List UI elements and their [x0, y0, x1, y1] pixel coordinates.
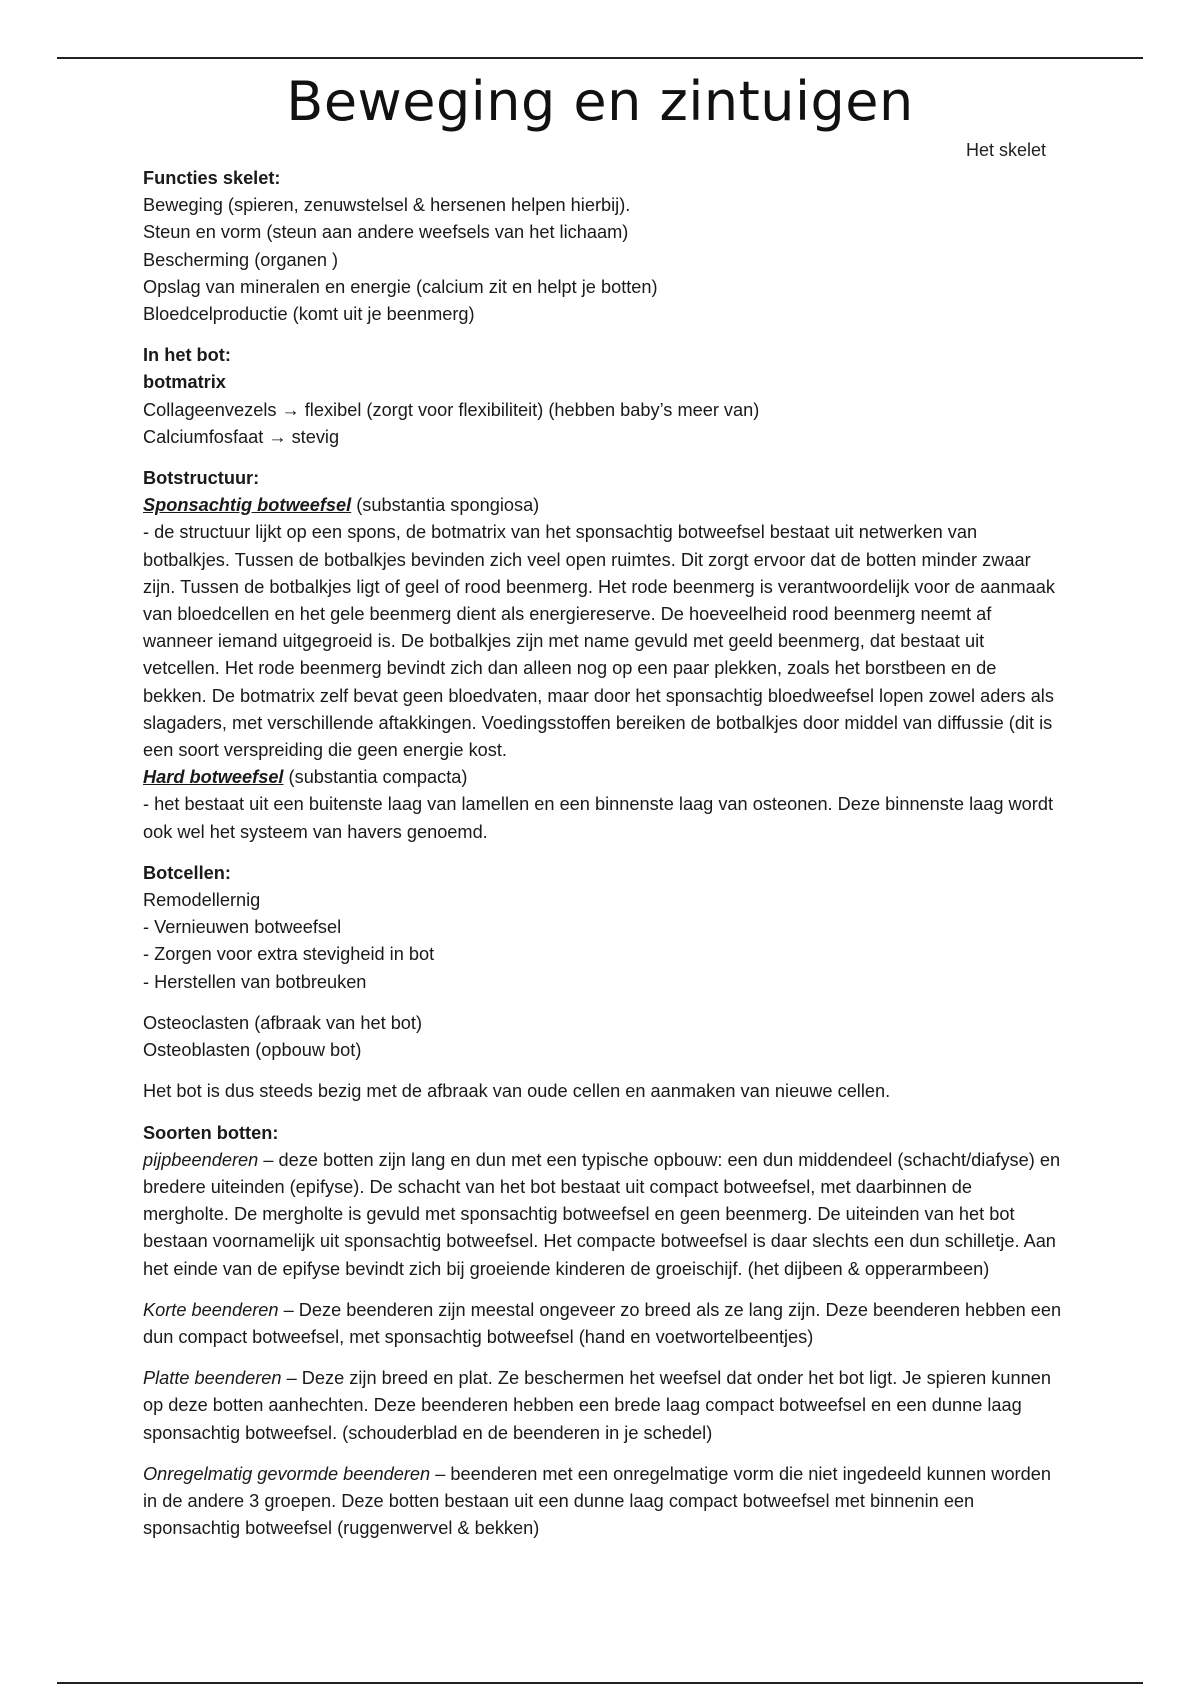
type-term: Platte beenderen — [143, 1368, 282, 1389]
soorten-section — [143, 1120, 1063, 1283]
onregelmatig-paragraph — [143, 1461, 1063, 1543]
type-term: pijpbeenderen — [143, 1149, 259, 1170]
bot-section — [143, 342, 1063, 451]
list-item: Calciumfosfaat → stevig — [143, 426, 340, 447]
functies-section — [143, 165, 1063, 328]
cells-section — [143, 1010, 1063, 1064]
spons-title-line — [143, 492, 1063, 519]
onregelmatig-section — [143, 1461, 1063, 1543]
list-item: - Zorgen voor extra stevigheid in bot — [143, 944, 435, 965]
list-item: - Herstellen van botbreuken — [143, 971, 367, 992]
functies-heading: Functies skelet: — [143, 168, 281, 188]
list-item: Beweging (spieren, zenuwstelsel & hersenen helpen hierbij). — [143, 195, 631, 216]
spons-suffix: (substantia spongiosa) — [351, 495, 540, 516]
spons-paragraph: - de structuur lijkt op een spons, de botmatrix van het sponsachtig botweefsel bestaat uit netwerken van botbalkjes. Tussen de botbalkjes bevinden zich veel open ruimtes. Dit zorgt ervoor dat de botten minder zwaar zijn. Tussen de botbalkjes ligt of geel of rood beenmerg. Het rode beenmerg is verantwoordelijk voor de aanmaak van bloedcellen en het gele beenmerg dient als energiereserve. De hoeveelheid rood beenmerg neemt af wanneer iemand uitgegroeid is. De botbalkjes zijn met name gevuld met geeld beenmerg, dat bestaat uit vetcellen. Het rode beenmerg bevindt zich dan alleen nog op een paar plekken, zoals het borstbeen en de bekken. De botmatrix zelf bevat geen bloedvaten, maar door het sponsachtig bloedweefsel lopen zowel aders als slagaders, met verschillende aftakkingen. Voedingsstoffen bereiken de botbalkjes door middel van diffussie (dit is een soort verspreiding die geen energie kost. — [143, 522, 1055, 761]
list-item: Opslag van mineralen en energie (calcium zit en helpt je botten) — [143, 276, 658, 297]
list-item: Osteoblasten (opbouw bot) — [143, 1040, 362, 1061]
platte-section — [143, 1365, 1063, 1447]
korte-paragraph — [143, 1297, 1063, 1351]
list-item: Remodellernig — [143, 890, 261, 911]
bottom-rule — [57, 1682, 1143, 1684]
botstructuur-section — [143, 465, 1063, 846]
soorten-heading: Soorten botten: — [143, 1122, 279, 1143]
korte-section — [143, 1297, 1063, 1351]
hard-title-line — [143, 764, 1063, 791]
hard-term: Hard botweefsel — [143, 767, 284, 788]
list-item: Bescherming (organen ) — [143, 249, 339, 270]
type-text: – Deze beenderen zijn meestal ongeveer zo breed als ze lang zijn. Deze beenderen hebben een dun compact botweefsel, met sponsachtig botweefsel (hand en voetwortelbeentjes) — [143, 1299, 1062, 1347]
type-term: Onregelmatig gevormde beenderen — [143, 1463, 431, 1484]
list-item: Osteoclasten (afbraak van het bot) — [143, 1012, 423, 1033]
botcellen-heading: Botcellen: — [143, 862, 231, 883]
list-item: Bloedcelproductie (komt uit je beenmerg) — [143, 304, 475, 325]
list-item: - Vernieuwen botweefsel — [143, 917, 342, 938]
top-rule — [57, 57, 1143, 59]
section-subtitle: Het skelet — [966, 140, 1047, 160]
botmatrix-subheading: botmatrix — [143, 372, 226, 393]
list-item: Collageenvezels → flexibel (zorgt voor flexibiliteit) (hebben baby’s meer van) — [143, 399, 760, 420]
type-text: – Deze zijn breed en plat. Ze beschermen het weefsel dat onder het bot ligt. Je spieren kunnen op deze botten aanhechten. Deze beenderen hebben een brede laag compact botweefsel en een dunne laag sponsachtig botweefsel. (schouderblad en de beenderen in je schedel) — [143, 1368, 1051, 1443]
platte-paragraph — [143, 1365, 1063, 1447]
bot-heading: In het bot: — [143, 345, 231, 366]
spons-term: Sponsachtig botweefsel — [143, 495, 352, 516]
type-text: – deze botten zijn lang en dun met een typische opbouw: een dun middendeel (schacht/diafyse) en bredere uiteinden (epifyse). De schacht van het bot bestaat uit compact botweefsel, met daarbinnen de mergholte. De mergholte is gevuld met sponsachtig botweefsel en geen beenmerg. De uiteinden van het bot bestaan voornamelijk uit sponsachtig botweefsel. Het compacte botweefsel is daar slechts een dun schilletje. Aan het einde van de epifyse bevindt zich bij groeiende kinderen de groeischijf. (het dijbeen & opperarmbeen) — [143, 1149, 1061, 1279]
summary-section — [143, 1078, 1063, 1105]
type-text: – beenderen met een onregelmatige vorm die niet ingedeeld kunnen worden in de andere 3 groepen. Deze botten bestaan uit een dunne laag compact botweefsel met binnenin een sponsachtig botweefsel (ruggenwervel & bekken) — [143, 1463, 1051, 1539]
type-term: Korte beenderen — [143, 1299, 279, 1320]
summary-text: Het bot is dus steeds bezig met de afbraak van oude cellen en aanmaken van nieuwe cellen. — [143, 1081, 891, 1102]
document-body — [143, 165, 1063, 1556]
pijpbeenderen-paragraph — [143, 1147, 1063, 1283]
botcellen-section — [143, 860, 1063, 996]
hard-suffix: (substantia compacta) — [283, 767, 468, 788]
hard-paragraph: - het bestaat uit een buitenste laag van lamellen en een binnenste laag van osteonen. Deze binnenste laag wordt ook wel het systeem van havers genoemd. — [143, 794, 1054, 842]
botstructuur-heading: Botstructuur: — [143, 468, 260, 489]
list-item: Steun en vorm (steun aan andere weefsels van het lichaam) — [143, 222, 629, 243]
page-title: Beweging en zintuigen — [286, 70, 914, 133]
